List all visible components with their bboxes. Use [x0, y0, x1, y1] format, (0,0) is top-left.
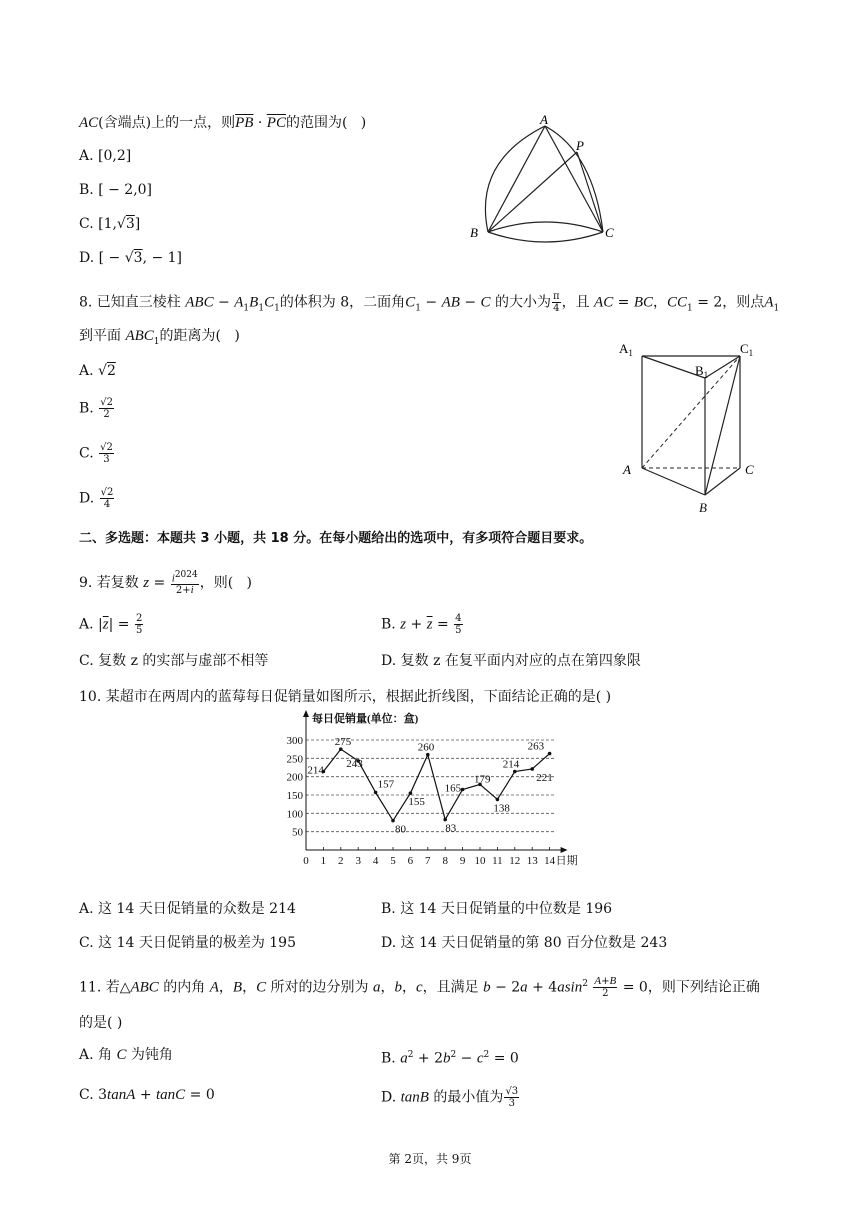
data-label-4: 157	[377, 778, 395, 791]
q11-option-b: B. $a^2 + 2b^2 - c^2 = 0$	[381, 1050, 519, 1067]
data-point-13	[530, 767, 534, 771]
data-label-11: 138	[493, 802, 510, 815]
data-label-8: 83	[445, 822, 457, 835]
q10-option-a: A. 这 14 天日促销量的众数是 214	[79, 901, 296, 917]
q7-label-c: C	[605, 225, 614, 240]
q8-label-a: A	[623, 462, 631, 477]
x-tick-label-1: 1	[320, 855, 327, 867]
q10-option-b: B. 这 14 天日促销量的中位数是 196	[381, 901, 613, 917]
x-tick-label-11: 11	[492, 855, 503, 867]
q11-stem-line2: 的是( )	[79, 1015, 123, 1031]
y-tick-label-200: 200	[286, 771, 303, 784]
data-label-2: 275	[334, 736, 352, 749]
q9-option-a: A. $|\overline{z}|$ = $\frac{2}{5}$	[79, 613, 143, 636]
x-tick-label-5: 5	[390, 855, 396, 867]
q7-label-b: B	[470, 225, 478, 240]
q7-stem-tail: AC(含端点)上的一点，则$\overline{PB} \cdot \overline{PC}$的范围为( )	[79, 115, 367, 131]
q8-option-a: A. √2	[79, 363, 116, 379]
chart-title: 每日促销量(单位：盒)	[312, 713, 419, 725]
x-axis-arrow	[561, 847, 568, 853]
q9-option-b: B. $z + \overline{z}$ = $\frac{4}{5}$	[381, 613, 462, 636]
data-label-12: 214	[502, 758, 520, 771]
y-axis-arrow	[303, 710, 309, 717]
y-tick-label-50: 50	[292, 826, 303, 839]
q7-option-a: A. [0,2]	[79, 148, 132, 164]
q8-option-d: D. $\frac{√2}{4}$	[79, 487, 114, 510]
q11-option-a: A. 角 C 为钝角	[79, 1047, 173, 1063]
q7-figure	[465, 112, 625, 242]
x-axis-label: 日期	[555, 855, 578, 867]
data-point-9	[461, 788, 465, 792]
data-label-9: 165	[444, 782, 462, 795]
x-tick-label-2: 2	[338, 855, 344, 867]
y-tick-label-250: 250	[286, 753, 303, 766]
q8-label-c: C	[745, 462, 754, 477]
q7-option-c: C. [1,√3]	[79, 216, 141, 232]
y-tick-label-100: 100	[286, 808, 303, 821]
q10-option-d: D. 这 14 天日促销量的第 80 百分位数是 243	[381, 935, 668, 951]
data-point-5	[391, 819, 395, 823]
q11-stem-line1: 11. 若△ABC 的内角 A，B，C 所对的边分别为 a，b，c，且满足 b − 2a + 4asin$^2$ $\frac{A+B}{2}$ = 0，则下列结论正确	[79, 975, 760, 1000]
q8-stem-line2: 到平面 $ABC_1$的距离为( )	[79, 328, 240, 347]
q7-label-p: P	[576, 138, 584, 153]
q10-option-c: C. 这 14 天日促销量的极差为 195	[79, 935, 296, 951]
x-tick-label-6: 6	[407, 855, 414, 867]
x-tick-label-14: 14	[544, 855, 556, 867]
data-point-4	[374, 791, 378, 795]
q8-stem-line1: 8. 已知直三棱柱 ABC − $A_1B_1C_1$的体积为 8，二面角$C_1$ − AB − C 的大小为 $\frac{\pi}{4}$ ，且 AC = BC，$CC_1 = 2$，则点$A_1$	[79, 291, 780, 314]
x-tick-label-12: 12	[509, 855, 521, 867]
q8-label-b: B	[699, 500, 707, 515]
q9-stem: 9. 若复数 z = $\frac{i^{2024}}{2+i}$ ，则( )	[79, 570, 252, 597]
x-tick-label-10: 10	[474, 855, 486, 867]
data-point-6	[409, 791, 413, 795]
data-label-3: 243	[346, 757, 363, 770]
q9-option-d: D. 复数 z 在复平面内对应的点在第四象限	[381, 653, 641, 669]
q8-option-b: B. $\frac{√2}{2}$	[79, 397, 113, 420]
q8-label-a1: $A_1$	[619, 341, 633, 358]
x-tick-label-0: 0	[303, 855, 309, 867]
data-label-6: 155	[408, 796, 425, 809]
q7-label-a: A	[540, 112, 548, 127]
data-label-13: 221	[536, 771, 553, 784]
x-tick-label-9: 9	[459, 855, 466, 867]
q8-label-c1: $C_1$	[740, 341, 754, 358]
data-label-10: 179	[474, 773, 491, 786]
q8-label-b1: $B_1$	[695, 363, 709, 380]
q11-option-c: C. 3tanA + tanC = 0	[79, 1087, 215, 1103]
y-tick-label-300: 300	[286, 735, 303, 747]
data-label-14: 263	[527, 740, 545, 753]
x-tick-label-7: 7	[425, 855, 431, 867]
data-label-1: 214	[307, 764, 324, 777]
q8-figure	[615, 338, 775, 488]
page-footer: 第 2页，共 9页	[388, 1152, 472, 1166]
x-tick-label-4: 4	[372, 855, 379, 867]
x-tick-label-13: 13	[526, 855, 538, 867]
data-label-7: 260	[417, 741, 435, 754]
section2-heading: 二、多选题：本题共 3 小题，共 18 分。在每小题给出的选项中，有多项符合题目要求。	[79, 531, 593, 546]
data-point-14	[548, 752, 552, 756]
q8-option-c: C. $\frac{√2}{3}$	[79, 442, 113, 465]
data-point-8	[443, 818, 447, 822]
q10-line-chart	[286, 708, 590, 868]
data-label-5: 80	[395, 823, 406, 836]
q9-option-c: C. 复数 z 的实部与虚部不相等	[79, 653, 269, 669]
data-point-11	[496, 798, 500, 802]
q7-option-b: B. [ − 2,0]	[79, 182, 153, 198]
x-tick-label-3: 3	[355, 855, 361, 867]
y-tick-label-150: 150	[286, 790, 303, 802]
x-tick-label-8: 8	[442, 855, 448, 867]
q11-option-d: D. tanB 的最小值为 $\frac{√3}{3}$	[381, 1086, 519, 1109]
q7-option-d: D. [ − √3, − 1]	[79, 250, 183, 266]
q10-stem: 10. 某超市在两周内的蓝莓每日促销量如图所示，根据此折线图，下面结论正确的是( )	[79, 689, 612, 705]
